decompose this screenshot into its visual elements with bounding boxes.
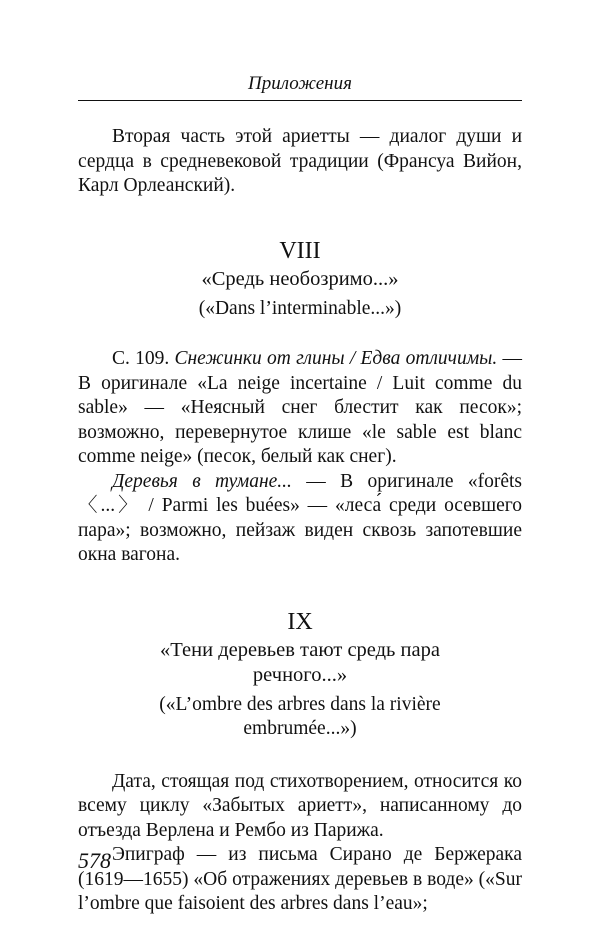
- section-8-note-1: [78, 347, 522, 470]
- section-9-original-title-line-1: («L’ombre des arbres dans la rivière: [159, 693, 441, 715]
- note-2-quote: Деревья в тумане...: [112, 470, 292, 492]
- section-8-number: VIII: [279, 237, 321, 264]
- page-body: [78, 125, 522, 917]
- running-head: Приложения: [248, 73, 352, 94]
- section-9-title-line-2: речного...»: [252, 663, 348, 686]
- note-1-page-ref: С. 109.: [112, 348, 175, 369]
- section-9-title-line-1: «Тени деревьев тают средь пара: [160, 638, 440, 661]
- note-2-comment: — В оригинале «forêts 〈...〉 / Parmi les buées» — «леса́ среди осевшего пара»; возможно, пейзаж виден сквозь запотевшие окна вагона.: [78, 470, 522, 565]
- intro-paragraph: Вторая часть этой ариетты — диалог души и сердца в средневековой традиции (Франсуа Вийон, Карл Орлеанский).: [78, 126, 522, 196]
- section-9-original-title-line-2: embrumée...»): [243, 718, 357, 739]
- section-9-note-1: Дата, стоящая под стихотворением, относится ко всему циклу «Забытых ариетт», написанному до отъезда Верлена и Рембо из Парижа.: [78, 770, 522, 841]
- section-9-number: IX: [287, 608, 313, 635]
- header-rule: [78, 100, 522, 101]
- section-9-note-2: Эпиграф — из письма Сирано де Бержерака (1619—1655) «Об отражениях деревьев в воде» («Sur l’ombre que faisoient des arbres dans l’eau»;: [78, 844, 522, 914]
- section-8-note-2: [78, 470, 522, 568]
- section-8-title: «Средь необозримо...»: [201, 267, 399, 290]
- note-1-quote: Снежинки от глины / Едва отличимы.: [174, 348, 498, 369]
- page-number: 578: [78, 848, 111, 873]
- section-8-original-title: («Dans l’interminable...»): [198, 297, 402, 319]
- note-1-comment: — В оригинале «La neige incertaine / Luit comme du sable» — «Неясный снег блестит как песок»; возможно, перевернутое клише «le sable est blanc comme neige» (песок, белый как снег).: [78, 348, 522, 467]
